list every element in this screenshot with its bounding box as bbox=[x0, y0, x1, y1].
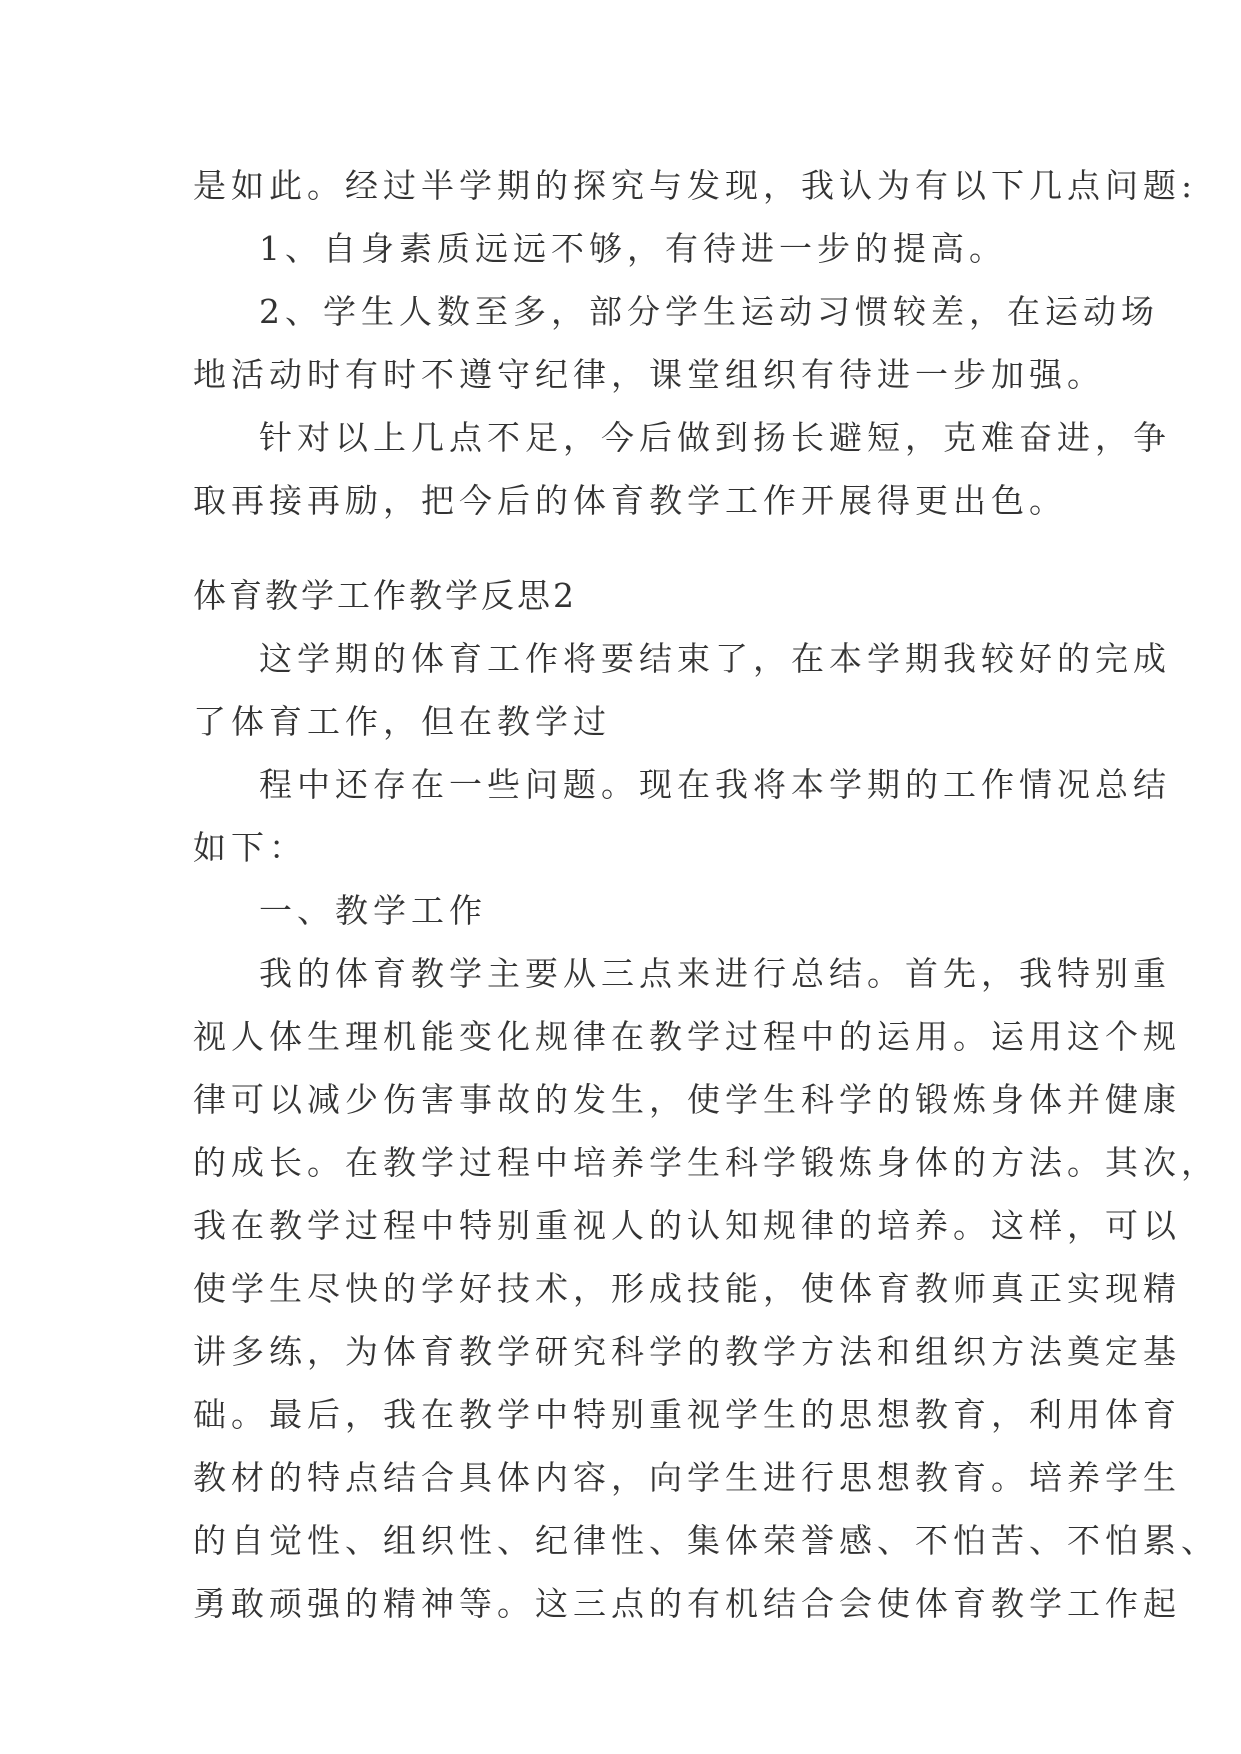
text-line: 勇敢顽强的精神等。这三点的有机结合会使体育教学工作起 bbox=[193, 1584, 1181, 1623]
text-line: 是如此。经过半学期的探究与发现，我认为有以下几点问题: bbox=[193, 166, 1198, 205]
text-line: 的成长。在教学过程中培养学生科学锻炼身体的方法。其次， bbox=[193, 1143, 1219, 1182]
text-line: 的自觉性、组织性、纪律性、集体荣誉感、不怕苦、不怕累、 bbox=[193, 1521, 1219, 1560]
section-title: 体育教学工作教学反思2 bbox=[193, 576, 577, 615]
text-line: 地活动时有时不遵守纪律，课堂组织有待进一步加强。 bbox=[193, 355, 1105, 394]
list-item-2: 2、学生人数至多，部分学生运动习惯较差，在运动场 bbox=[259, 292, 1159, 331]
paragraph-start: 我的体育教学主要从三点来进行总结。首先，我特别重 bbox=[259, 954, 1171, 993]
text-line: 律可以减少伤害事故的发生，使学生科学的锻炼身体并健康 bbox=[193, 1080, 1181, 1119]
text-line: 讲多练，为体育教学研究科学的教学方法和组织方法奠定基 bbox=[193, 1332, 1181, 1371]
text-line: 视人体生理机能变化规律在教学过程中的运用。运用这个规 bbox=[193, 1017, 1181, 1056]
paragraph-start: 针对以上几点不足，今后做到扬长避短，克难奋进，争 bbox=[259, 418, 1171, 457]
text-line: 取再接再励，把今后的体育教学工作开展得更出色。 bbox=[193, 481, 1067, 520]
list-item-1: 1、自身素质远远不够，有待进一步的提高。 bbox=[259, 229, 1007, 268]
paragraph-start: 程中还存在一些问题。现在我将本学期的工作情况总结 bbox=[259, 765, 1171, 804]
paragraph-start: 这学期的体育工作将要结束了，在本学期我较好的完成 bbox=[259, 639, 1171, 678]
text-line: 础。最后，我在教学中特别重视学生的思想教育，利用体育 bbox=[193, 1395, 1181, 1434]
text-line: 教材的特点结合具体内容，向学生进行思想教育。培养学生 bbox=[193, 1458, 1181, 1497]
text-line: 我在教学过程中特别重视人的认知规律的培养。这样，可以 bbox=[193, 1206, 1181, 1245]
text-line: 了体育工作，但在教学过 bbox=[193, 702, 611, 741]
subsection-heading: 一、教学工作 bbox=[259, 891, 487, 930]
text-line: 如下： bbox=[193, 828, 307, 867]
text-line: 使学生尽快的学好技术，形成技能，使体育教师真正实现精 bbox=[193, 1269, 1181, 1308]
